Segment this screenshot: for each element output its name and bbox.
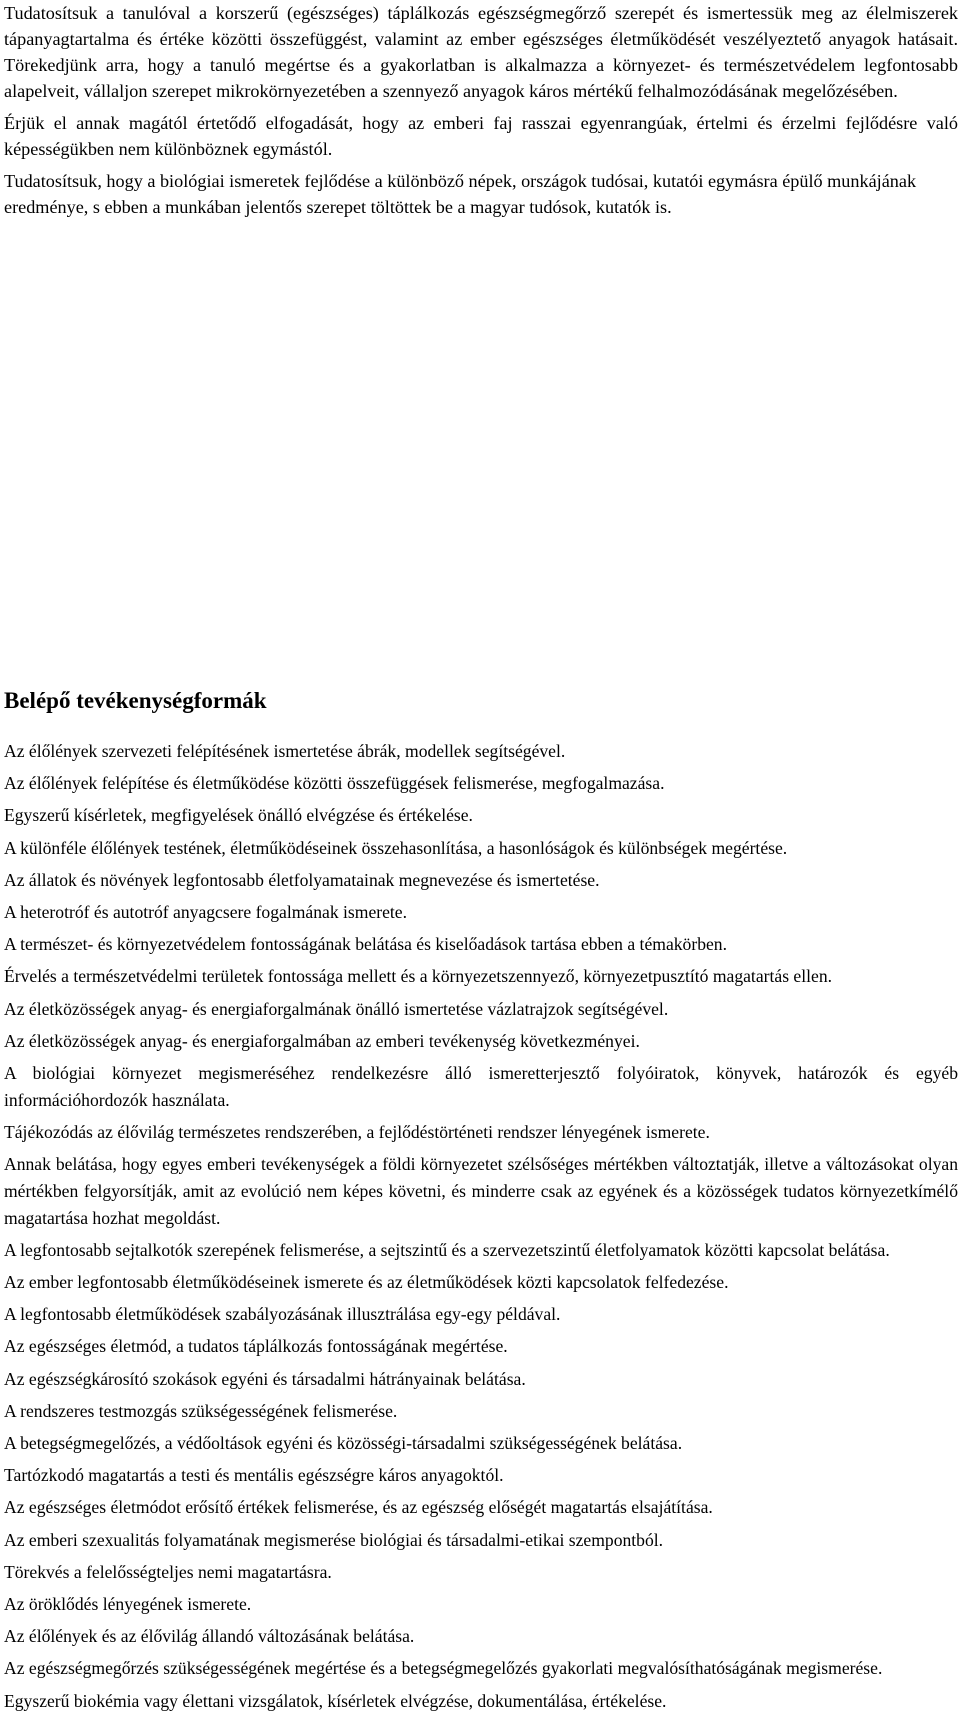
list-item: Az életközösségek anyag- és energiaforgalmának önálló ismertetése vázlatrajzok segítségével.	[4, 998, 669, 1019]
list-item: Az élőlények és az élővilág állandó változásának belátása.	[4, 1626, 415, 1647]
intro-paragraph-1: Tudatosítsuk a tanulóval a korszerű (egészséges) táplálkozás egészségmegőrző szerepét és ismertessük meg az élelmiszerek tápanyagtartalma és értéke közötti összefüggést, valamint az ember egészséges életműködését veszélyeztető anyagok hatásait. Törekedjünk arra, hogy a tanuló megértse és a gyakorlatban is alkalmazza a környezet- és természetvédelem legfontosabb alapelveit, vállaljon szerepet mikrokörnyezetében a szennyező anyagok káros mértékű felhalmozódásának megelőzésében.	[4, 3, 958, 101]
intro-section	[4, 0, 958, 220]
list-item: Az életközösségek anyag- és energiaforgalmában az emberi tevékenység következményei.	[4, 1030, 640, 1051]
list-item: Az egészségkárosító szokások egyéni és társadalmi hátrányainak belátása.	[4, 1368, 526, 1389]
list-item: Egyszerű biokémia vagy élettani vizsgálatok, kísérletek elvégzése, dokumentálása, értékelése.	[4, 1690, 667, 1711]
list-item: Érvelés a természetvédelmi területek fontossága mellett és a környezetszennyező, környezetpusztító magatartás ellen.	[4, 966, 833, 987]
list-item: A biológiai környezet megismeréséhez rendelkezésre álló ismeretterjesztő folyóiratok, könyvek, határozók és egyéb információhordozók használata.	[4, 1063, 958, 1110]
list-item: Az élőlények felépítése és életműködése közötti összefüggések felismerése, megfogalmazása.	[4, 773, 665, 794]
activities-list	[4, 738, 958, 1720]
list-item: A legfontosabb sejtalkotók szerepének felismerése, a sejtszintű és a szervezetszintű életfolyamatok közötti kapcsolat belátása.	[4, 1239, 890, 1260]
list-item: A rendszeres testmozgás szükségességének felismerése.	[4, 1400, 398, 1421]
intro-paragraph-3: Tudatosítsuk, hogy a biológiai ismeretek fejlődése a különböző népek, országok tudósai, kutatói egymásra épülő munkájának eredménye, s ebben a munkában jelentős szerepet töltöttek be a magyar tudósok, kutatók is.	[4, 171, 917, 217]
list-item: Az egészségmegőrzés szükségességének megértése és a betegségmegelőzés gyakorlati megvalósíthatóságának megismerése.	[4, 1658, 883, 1679]
list-item: Annak belátása, hogy egyes emberi tevékenységek a földi környezetet szélsőséges mértékben változtatják, illetve a változásokat olyan mértékben felgyorsítják, amit az evolúció nem képes követni, és minderre csak az egyének és a közösségek tudatos környezetkímélő magatartása hozhat megoldást.	[4, 1154, 958, 1228]
list-item: A heterotróf és autotróf anyagcsere fogalmának ismerete.	[4, 902, 408, 923]
list-item: A természet- és környezetvédelem fontosságának belátása és kiselőadások tartása ebben a témakörben.	[4, 934, 728, 955]
list-item: A betegségmegelőzés, a védőoltások egyéni és közösségi-társadalmi szükségességének belátása.	[4, 1432, 683, 1453]
list-item: Az öröklődés lényegének ismerete.	[4, 1593, 252, 1614]
list-item: Tájékozódás az élővilág természetes rendszerében, a fejlődéstörténeti rendszer lényegének ismerete.	[4, 1121, 710, 1142]
list-item: Az élőlények szervezeti felépítésének ismertetése ábrák, modellek segítségével.	[4, 741, 566, 761]
intro-paragraph-2: Érjük el annak magától értetődő elfogadását, hogy az emberi faj rasszai egyenrangúak, értelmi és érzelmi fejlődésre való képességükben nem különböznek egymástól.	[4, 113, 958, 159]
list-item: Az emberi szexualitás folyamatának megismerése biológiai és társadalmi-etikai szempontból.	[4, 1529, 664, 1550]
list-item: Tartózkodó magatartás a testi és mentális egészségre káros anyagoktól.	[4, 1465, 504, 1486]
section-heading: Belépő tevékenységformák	[4, 688, 267, 713]
list-item: Az állatok és növények legfontosabb életfolyamatainak megnevezése és ismertetése.	[4, 869, 600, 890]
list-item: Egyszerű kísérletek, megfigyelések önálló elvégzése és értékelése.	[4, 805, 473, 826]
list-item: A különféle élőlények testének, életműködéseinek összehasonlítása, a hasonlóságok és különbségek megértése.	[4, 837, 788, 858]
list-item: Törekvés a felelősségteljes nemi magatartásra.	[4, 1561, 332, 1582]
list-item: A legfontosabb életműködések szabályozásának illusztrálása egy-egy példával.	[4, 1304, 561, 1325]
list-item: Az ember legfontosabb életműködéseinek ismerete és az életműködések közti kapcsolatok felfedezése.	[4, 1271, 729, 1292]
list-item: Az egészséges életmód, a tudatos táplálkozás fontosságának megértése.	[4, 1336, 508, 1357]
list-item: Az egészséges életmódot erősítő értékek felismerése, és az egészség előségét magatartás elsajátítása.	[4, 1497, 713, 1518]
